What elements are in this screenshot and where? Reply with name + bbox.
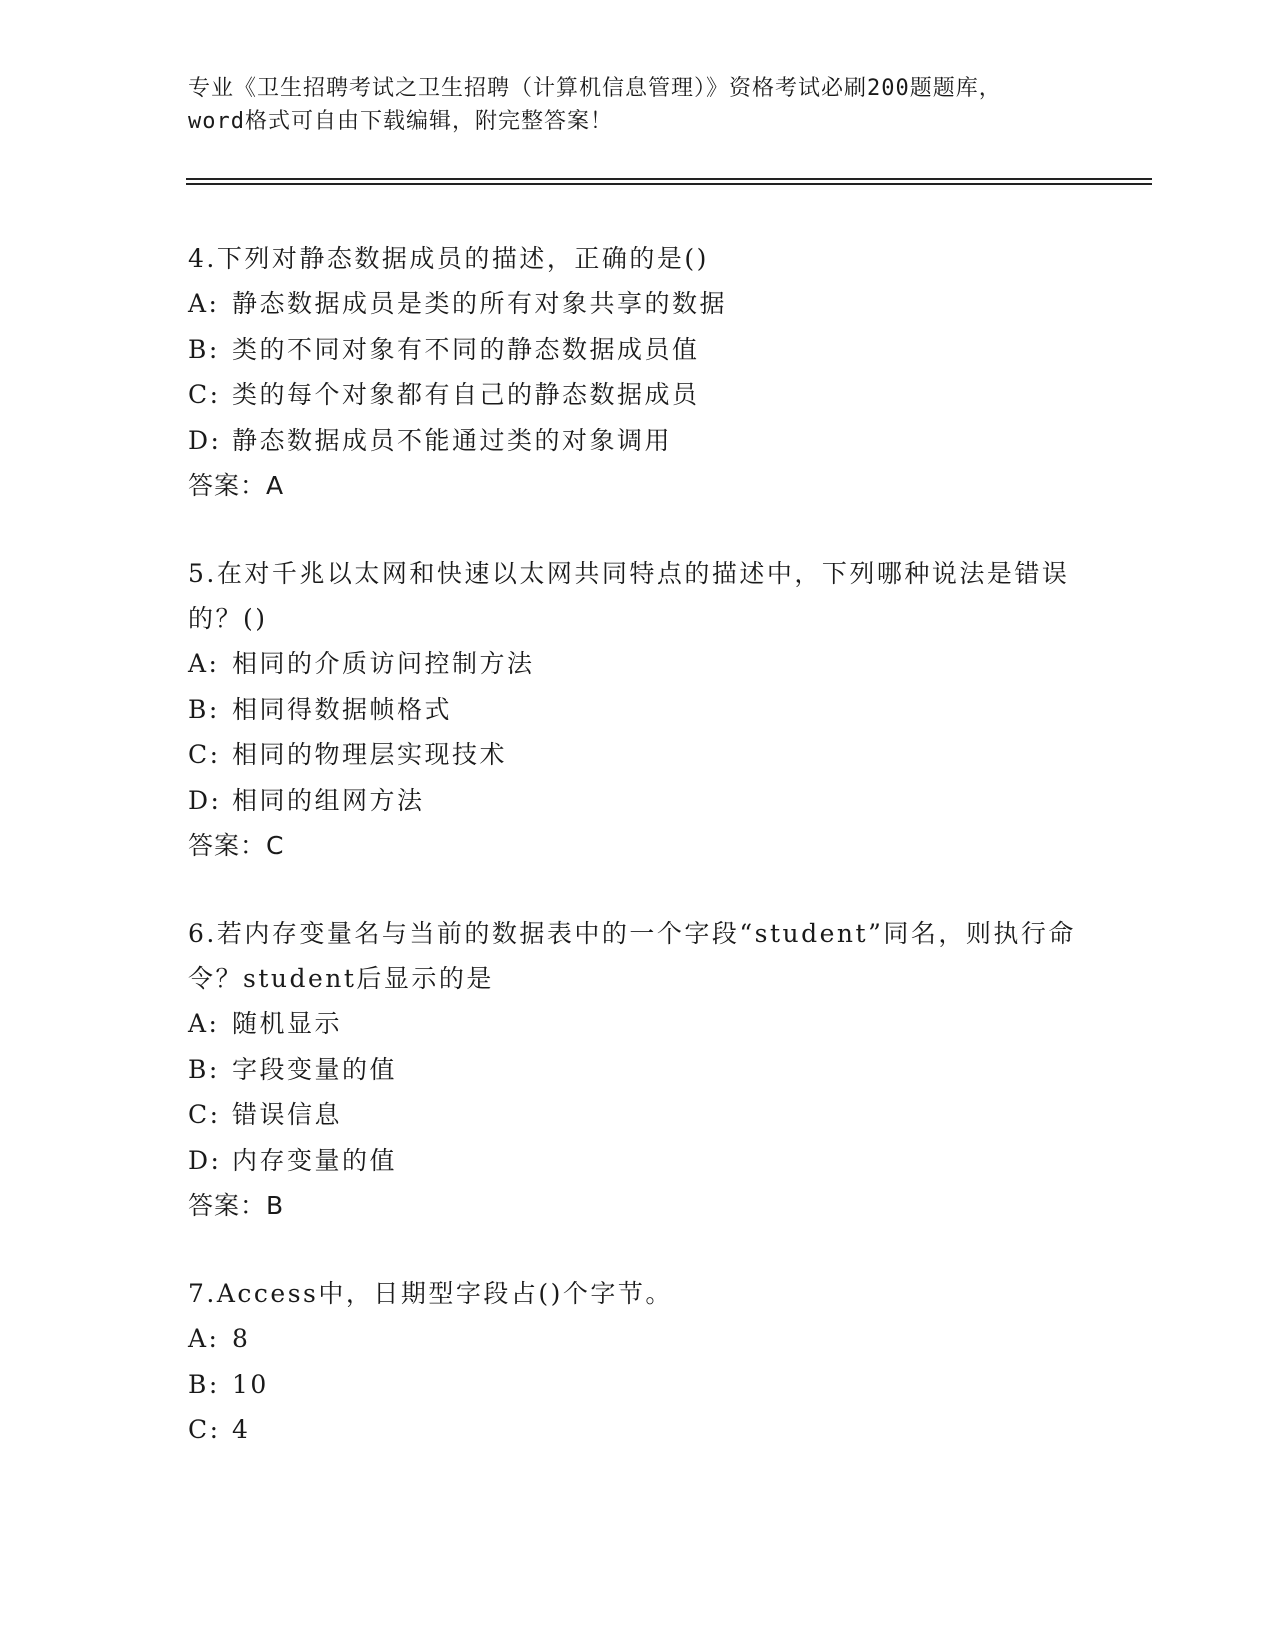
option-b — [188, 1047, 1088, 1093]
header-line-1: 专业《卫生招聘考试之卫生招聘（计算机信息管理）》资格考试必刷200题题库， — [188, 76, 1002, 101]
question-number: 4. — [188, 244, 217, 273]
option-label: B: — [188, 694, 220, 724]
option-d — [188, 778, 1088, 824]
question-5 — [188, 551, 1088, 868]
option-text: 类的不同对象有不同的静态数据成员值 — [232, 334, 700, 364]
option-label: A: — [188, 289, 220, 318]
question-text — [188, 236, 1088, 281]
option-text: 相同的物理层实现技术 — [232, 740, 508, 769]
option-label: C: — [188, 740, 221, 769]
option-text: 字段变量的值 — [232, 1054, 398, 1084]
option-label: D: — [188, 1145, 222, 1175]
question-4 — [188, 236, 1088, 508]
option-d — [188, 1138, 1088, 1184]
question-text — [188, 911, 1088, 1001]
option-text: 随机显示 — [232, 1009, 343, 1038]
option-label: A: — [188, 1009, 220, 1038]
question-text — [188, 1271, 1088, 1316]
option-c — [188, 732, 1088, 778]
option-d — [188, 418, 1088, 464]
option-text: 10 — [232, 1369, 269, 1399]
header-divider-top — [186, 178, 1152, 180]
document-header — [188, 72, 1088, 138]
option-label: C: — [188, 1415, 221, 1444]
option-label: C: — [188, 380, 221, 409]
question-stem: 在对千兆以太网和快速以太网共同特点的描述中，下列哪种说法是错误的？() — [188, 559, 1070, 633]
question-number: 7. — [188, 1279, 217, 1308]
option-text: 错误信息 — [232, 1100, 343, 1129]
option-c — [188, 1407, 1088, 1453]
option-label: A: — [188, 649, 220, 678]
option-label: D: — [188, 785, 222, 815]
option-label: C: — [188, 1100, 221, 1129]
answer: 答案：A — [188, 471, 285, 500]
option-label: B: — [188, 1369, 220, 1399]
option-b — [188, 687, 1088, 733]
option-a — [188, 1316, 1088, 1362]
question-text — [188, 551, 1088, 641]
option-a — [188, 641, 1088, 687]
header-divider-bottom — [186, 183, 1152, 185]
option-label: D: — [188, 425, 222, 455]
question-6 — [188, 911, 1088, 1228]
option-text: 静态数据成员是类的所有对象共享的数据 — [232, 289, 728, 318]
option-text: 相同的介质访问控制方法 — [232, 649, 535, 678]
option-text: 类的每个对象都有自己的静态数据成员 — [232, 380, 700, 409]
option-label: A: — [188, 1324, 220, 1353]
answer: 答案：B — [188, 1191, 285, 1220]
option-a — [188, 281, 1088, 327]
question-number: 5. — [188, 559, 217, 588]
question-stem: 若内存变量名与当前的数据表中的一个字段“student”同名，则执行命令？student后显示的是 — [188, 919, 1076, 993]
header-line-2: word格式可自由下载编辑，附完整答案！ — [188, 109, 613, 134]
option-text: 相同得数据帧格式 — [232, 694, 453, 724]
option-b — [188, 327, 1088, 373]
option-b — [188, 1362, 1088, 1408]
question-number: 6. — [188, 919, 217, 948]
option-label: B: — [188, 1054, 220, 1084]
option-text: 相同的组网方法 — [232, 785, 425, 815]
question-stem: 下列对静态数据成员的描述，正确的是() — [216, 244, 709, 273]
question-stem: Access中，日期型字段占()个字节。 — [216, 1279, 673, 1308]
option-c — [188, 1092, 1088, 1138]
option-text: 4 — [232, 1415, 251, 1444]
option-text: 静态数据成员不能通过类的对象调用 — [232, 425, 673, 455]
answer: 答案：C — [188, 831, 285, 860]
option-c — [188, 372, 1088, 418]
option-label: B: — [188, 334, 220, 364]
option-text: 内存变量的值 — [232, 1145, 398, 1175]
option-text: 8 — [232, 1324, 251, 1353]
question-7 — [188, 1271, 1088, 1453]
question-list — [188, 236, 1088, 1496]
option-a — [188, 1001, 1088, 1047]
